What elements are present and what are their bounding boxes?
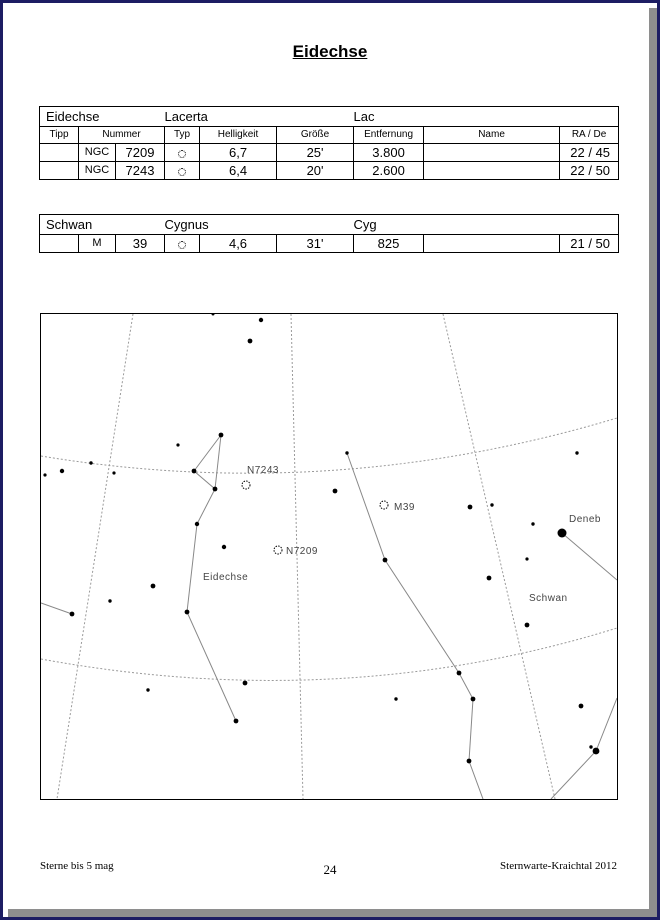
star (146, 688, 149, 691)
star (192, 469, 197, 474)
star (471, 697, 476, 702)
size-cell: 25' (277, 144, 354, 162)
type-cell (165, 235, 200, 253)
star (575, 451, 578, 454)
open-cluster-icon (242, 481, 250, 489)
deep-sky-objects (242, 481, 388, 554)
page-title: Eidechse (292, 42, 368, 61)
open-cluster-icon (380, 501, 388, 509)
size-cell: 20' (277, 162, 354, 180)
star (219, 433, 224, 438)
tipp-cell (40, 162, 79, 180)
object-label-m39: M39 (394, 502, 415, 513)
object-label-n7209: N7209 (286, 546, 318, 557)
catalog-table-cygnus (39, 214, 619, 253)
magnitude-cell: 6,4 (200, 162, 277, 180)
star (112, 471, 115, 474)
star (70, 612, 75, 617)
coordinate-grid (41, 314, 617, 799)
tipp-cell (40, 235, 79, 253)
constellation-german-name: Schwan (40, 215, 165, 235)
open-cluster-icon (178, 241, 186, 249)
tipp-cell (40, 144, 79, 162)
table-row (40, 162, 619, 180)
star (593, 748, 600, 755)
radec-cell: 21 / 50 (560, 235, 619, 253)
open-cluster-icon (178, 168, 186, 176)
lacerta-line (41, 603, 72, 614)
star (259, 318, 263, 322)
star (176, 443, 179, 446)
star (185, 610, 190, 615)
star (234, 719, 239, 724)
constellation-lines (41, 435, 617, 799)
footer-left: Sterne bis 5 mag (40, 860, 114, 872)
cygnus-line (551, 698, 617, 799)
object-label-n7243: N7243 (247, 465, 279, 476)
declination-line (41, 418, 617, 473)
size-cell: 31' (277, 235, 354, 253)
number-cell: 39 (116, 235, 165, 253)
number-cell: 7209 (116, 144, 165, 162)
column-header-tipp: Tipp (40, 127, 79, 144)
star (213, 487, 218, 492)
page-shadow-right (649, 8, 657, 913)
stars (43, 314, 599, 763)
distance-cell: 3.800 (354, 144, 424, 162)
distance-cell: 2.600 (354, 162, 424, 180)
star (490, 503, 493, 506)
declination-line (41, 628, 617, 680)
constellation-latin-name: Cygnus (165, 215, 354, 235)
constellation-header (40, 107, 619, 127)
star (222, 545, 226, 549)
star-deneb (558, 529, 567, 538)
star (531, 522, 534, 525)
star (525, 557, 528, 560)
number-cell: 7243 (116, 162, 165, 180)
column-header-entfernung: Entfernung (354, 127, 424, 144)
constellation-label-schwan: Schwan (529, 593, 568, 604)
star (525, 623, 530, 628)
lacerta-line (215, 435, 221, 489)
star (212, 314, 215, 316)
star (487, 576, 492, 581)
star (345, 451, 348, 454)
column-header-helligkeit: Helligkeit (200, 127, 277, 144)
star (468, 505, 473, 510)
constellation-label-eidechse: Eidechse (203, 572, 249, 583)
constellation-latin-name: Lacerta (165, 107, 354, 127)
star (333, 489, 338, 494)
constellation-header (40, 215, 619, 235)
star (457, 671, 462, 676)
star (383, 558, 388, 563)
name-cell (424, 162, 560, 180)
open-cluster-icon (274, 546, 282, 554)
star-label-deneb: Deneb (569, 514, 601, 525)
star (195, 522, 199, 526)
cygnus-line (347, 453, 483, 799)
column-header-row (40, 127, 619, 144)
constellation-german-name: Eidechse (40, 107, 165, 127)
right-ascension-line (443, 314, 555, 799)
cygnus-line (562, 533, 617, 580)
type-cell (165, 162, 200, 180)
star-map (40, 313, 618, 800)
star-map-svg (41, 314, 617, 799)
column-header-nummer: Nummer (79, 127, 165, 144)
distance-cell: 825 (354, 235, 424, 253)
map-labels (203, 465, 601, 604)
column-header-radec: RA / De (560, 127, 619, 144)
table-row (40, 144, 619, 162)
star (579, 704, 584, 709)
star (43, 473, 46, 476)
catalog-cell: NGC (79, 162, 116, 180)
magnitude-cell: 6,7 (200, 144, 277, 162)
star (89, 461, 92, 464)
column-header-name: Name (424, 127, 560, 144)
page-shadow-bottom (8, 909, 657, 917)
star (108, 599, 111, 602)
catalog-table-lacerta (39, 106, 619, 180)
name-cell (424, 144, 560, 162)
page-number: 24 (323, 862, 337, 877)
star (60, 469, 64, 473)
column-header-typ: Typ (165, 127, 200, 144)
star (243, 681, 248, 686)
constellation-abbreviation: Cyg (354, 215, 619, 235)
star (151, 584, 156, 589)
catalog-cell: NGC (79, 144, 116, 162)
star (248, 339, 253, 344)
radec-cell: 22 / 45 (560, 144, 619, 162)
table-row (40, 235, 619, 253)
star (467, 759, 472, 764)
star (589, 745, 592, 748)
right-ascension-line (57, 314, 133, 799)
footer-right: Sternwarte-Kraichtal 2012 (500, 860, 617, 872)
column-header-groesse: Größe (277, 127, 354, 144)
open-cluster-icon (178, 150, 186, 158)
magnitude-cell: 4,6 (200, 235, 277, 253)
catalog-cell: M (79, 235, 116, 253)
name-cell (424, 235, 560, 253)
star (394, 697, 397, 700)
constellation-abbreviation: Lac (354, 107, 619, 127)
radec-cell: 22 / 50 (560, 162, 619, 180)
type-cell (165, 144, 200, 162)
